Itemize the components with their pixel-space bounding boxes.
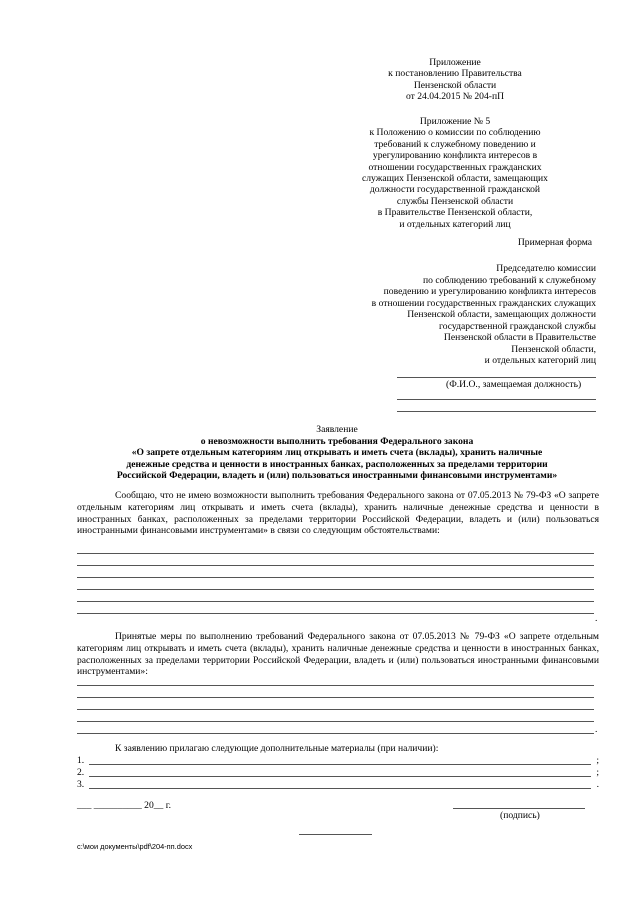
paragraph-measures-text: Принятые меры по выполнению требований Федерального закона от 07.05.2013 № 79-ФЗ «О запрете отдельным категориям лиц открывать и иметь счета (вклады), хранить наличные денежные средства и ценности в иностранных банках, расположенных за пределами территории Российской Федерации, владеть и (или) пользоваться иностранными финансовыми инструментами»: bbox=[77, 631, 599, 678]
fill-line[interactable] bbox=[77, 685, 594, 686]
fill-line[interactable] bbox=[77, 709, 594, 710]
fill-line[interactable] bbox=[77, 613, 594, 614]
statement-title bbox=[70, 424, 604, 482]
fill-line-end: . bbox=[595, 724, 598, 735]
addressee-line: поведению и урегулированию конфликта интересов bbox=[383, 286, 596, 297]
appendix5-line: урегулированию конфликта интересов в bbox=[372, 150, 538, 162]
attachment-line[interactable] bbox=[89, 776, 591, 777]
fill-line[interactable] bbox=[77, 577, 594, 578]
paragraph-circumstances bbox=[77, 490, 599, 537]
appendix-header bbox=[340, 57, 570, 103]
signature-line[interactable] bbox=[453, 808, 585, 809]
paragraph-measures bbox=[77, 631, 599, 678]
attachment-line[interactable] bbox=[89, 764, 591, 765]
addressee-line: и отдельных категорий лиц bbox=[484, 355, 596, 366]
statement-title-line: Российской Федерации, владеть и (или) пользоваться иностранными финансовыми инструментами» bbox=[116, 470, 558, 482]
addressee-block bbox=[326, 263, 596, 367]
fill-line[interactable] bbox=[77, 697, 594, 698]
appendix-header-line: Пензенской области bbox=[413, 79, 497, 91]
appendix5-line: к Положению о комиссии по соблюдению bbox=[369, 127, 541, 139]
signature-caption: (подпись) bbox=[500, 810, 540, 821]
statement-title-line: денежные средства и ценности в иностранных банках, расположенных за пределами территории bbox=[126, 458, 548, 470]
addressee-line: государственной гражданской службы bbox=[439, 320, 596, 332]
attachment-end: ; bbox=[596, 767, 599, 778]
attachment-row bbox=[77, 779, 599, 791]
addressee-line: Председателю комиссии bbox=[496, 263, 596, 274]
attachment-line[interactable] bbox=[89, 788, 591, 789]
fill-line[interactable] bbox=[77, 721, 594, 722]
addressee-line: в отношении государственных гражданских служащих bbox=[371, 297, 596, 309]
file-path: c:\мои документы\pdf\204-пп.docx bbox=[77, 842, 193, 851]
fill-line[interactable] bbox=[77, 733, 594, 734]
date-line[interactable]: ___ __________ 20__ г. bbox=[77, 800, 171, 811]
attachment-number: 3. bbox=[77, 779, 85, 790]
addressee-line: Пензенской области в Правительстве bbox=[443, 332, 596, 343]
fill-line-end: . bbox=[595, 613, 598, 624]
appendix-header-line: к постановлению Правительства bbox=[388, 68, 522, 80]
attachment-number: 2. bbox=[77, 767, 85, 778]
statement-title-line: о невозможности выполнить требования Федерального закона bbox=[200, 435, 474, 447]
statement-heading: Заявление bbox=[316, 424, 358, 435]
fio-caption: (Ф.И.О., замещаемая должность) bbox=[446, 379, 582, 390]
sample-form-label: Примерная форма bbox=[517, 237, 592, 248]
attachment-number: 1. bbox=[77, 755, 85, 766]
appendix-header-line: Приложение bbox=[429, 57, 481, 68]
fio-blank-line[interactable] bbox=[397, 399, 596, 400]
appendix5-line: в Правительстве Пензенской области, bbox=[377, 207, 533, 219]
fio-underline[interactable] bbox=[397, 377, 596, 378]
appendix5-line: служащих Пензенской области, замещающих bbox=[362, 173, 548, 185]
fio-blank-line[interactable] bbox=[397, 411, 596, 412]
attachment-end: ; bbox=[596, 755, 599, 766]
paragraph-attachments: К заявлению прилагаю следующие дополнительные материалы (при наличии): bbox=[115, 743, 439, 754]
attachment-row bbox=[77, 755, 599, 767]
addressee-line: Пензенской области, bbox=[511, 343, 596, 355]
appendix5-line: службы Пензенской области bbox=[396, 195, 514, 207]
appendix5-line: Приложение № 5 bbox=[419, 116, 491, 127]
appendix5-line: отношении государственных гражданских bbox=[368, 161, 542, 173]
paragraph-circumstances-text: Сообщаю, что не имею возможности выполнить требования Федерального закона от 07.05.2013 № 79-ФЗ «О запрете отдельным категориям лиц открывать и иметь счета (вклады), хранить наличные денежные средства и ценности в иностранных банках, расположенных за пределами территории Российской Федерации, владеть и (или) пользоваться иностранными финансовыми инструментами» в связи со следующим обстоятельствами: bbox=[77, 490, 599, 537]
appendix5-line: должности государственной гражданской bbox=[369, 184, 541, 196]
fill-line[interactable] bbox=[77, 601, 594, 602]
appendix5-line: и отдельных категорий лиц bbox=[399, 218, 511, 230]
separator-line bbox=[299, 834, 372, 835]
addressee-line: Пензенской области, замещающих должности bbox=[407, 309, 596, 320]
attachment-row bbox=[77, 767, 599, 779]
appendix-header-line: от 24.04.2015 № 204-пП bbox=[405, 91, 505, 103]
fill-line[interactable] bbox=[77, 553, 594, 554]
fill-line[interactable] bbox=[77, 565, 594, 566]
appendix5-line: требований к служебному поведению и bbox=[374, 138, 536, 150]
fill-line[interactable] bbox=[77, 589, 594, 590]
appendix5-block bbox=[340, 116, 570, 230]
addressee-line: по соблюдению требований к служебному bbox=[422, 274, 596, 286]
attachment-end: . bbox=[596, 779, 599, 790]
statement-title-line: «О запрете отдельным категориям лиц открывать и иметь счета (вклады), хранить наличные bbox=[131, 447, 543, 459]
